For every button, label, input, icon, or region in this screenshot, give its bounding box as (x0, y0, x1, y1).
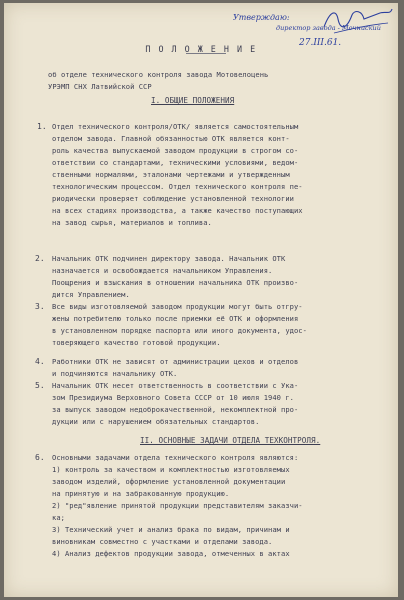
handwritten-signature (322, 5, 394, 39)
document-page (4, 3, 398, 597)
item-line: роль качества выпускаемой заводом продукции в строгом со- (52, 146, 299, 155)
item-line: дится Управлением. (52, 290, 130, 299)
item-line: на всех стадиях производства, а также качество поступающих (52, 206, 303, 215)
approval-date: 27.III.61. (299, 38, 342, 48)
section-heading-1: I. ОБЩИЕ ПОЛОЖЕНИЯ (151, 96, 235, 105)
item-line: дукции или с нарушением обязательных стандартов. (52, 417, 260, 426)
item-number: 2. (35, 254, 45, 263)
subtitle-line-2: УРЭМП СНХ Латвийской ССР (48, 82, 152, 91)
item-line: на завод сырья, материалов и топлива. (52, 218, 212, 227)
item-line: технологическим процессом. Отдел технического контроля пе- (52, 182, 303, 191)
item-line: Основными задачами отдела технического контроля являются: (52, 453, 299, 462)
item-line: Работники ОТК не зависят от администрации цехов и отделов (52, 357, 299, 366)
item-number: 3. (35, 302, 45, 311)
item-line: заводом изделий, оформление установленной документации (52, 477, 286, 486)
item-line: Поощрения и взыскания в отношении начальника ОТК произво- (52, 278, 299, 287)
item-line: товеряющего качество готовой продукции. (52, 338, 221, 347)
document-title: П О Л О Ж Е Н И Е (145, 44, 257, 54)
item-line: Начальник ОТК подчинен директору завода. Начальник ОТК (52, 254, 286, 263)
approval-label: Утверждаю: (233, 13, 290, 22)
item-line: в установленном порядке паспорта или иного документа, удос- (52, 326, 307, 335)
item-line: виновникам совместно с участками и отделами завода. (52, 537, 273, 546)
section-heading-2: II. ОСНОВНЫЕ ЗАДАЧИ ОТДЕЛА ТЕХКОНТРОЛЯ. (140, 436, 321, 445)
item-line: и подчиняются начальнику ОТК. (52, 369, 178, 378)
item-number: 4. (35, 357, 45, 366)
item-line: ответствии со стандартами, техническими условиями, ведом- (52, 158, 299, 167)
item-line: зом Президиума Верховного Совета СССР от 10 июля 1940 г. (52, 393, 294, 402)
item-line: 1) контроль за качеством и комплектностью изготовляемых (52, 465, 290, 474)
subtitle-line-1: об отделе технического контроля завода Мотовелоцень (48, 70, 269, 79)
item-line: ственными нормалями, эталонами чертежами и утвержденным (52, 170, 290, 179)
item-line: назначается и освобождается начальником Управления. (52, 266, 273, 275)
item-line: риодически проверяет соблюдение установленной технологии (52, 194, 294, 203)
item-line: ка; (52, 513, 65, 522)
item-line: Все виды изготовляемой заводом продукции могут быть отгру- (52, 302, 303, 311)
item-line: на принятую и на забракованную продукцию. (52, 489, 230, 498)
item-line: 3) Технический учет и анализ брака по видам, причинам и (52, 525, 290, 534)
item-line: 4) Анализ дефектов продукции завода, отмеченных в актах (52, 549, 290, 558)
item-line: Отдел технического контроля/ОТК/ является самостоятельным (52, 122, 299, 131)
item-line: за выпуск заводом недоброкачественной, некомплектной про- (52, 405, 299, 414)
approval-position: директор завода - Мочниский (276, 24, 381, 32)
item-number: 1. (37, 122, 47, 131)
title-rule (186, 53, 226, 54)
item-line: жены потребителю только после приемки её ОТК и оформления (52, 314, 299, 323)
item-line: Начальник ОТК несет ответственность в соответствии с Ука- (52, 381, 299, 390)
item-line: 2) "ред"явление принятой продукции представителям заказчи- (52, 501, 303, 510)
item-number: 6. (35, 453, 45, 462)
item-line: отделом завода. Главной обязанностью ОТК является конт- (52, 134, 290, 143)
item-number: 5. (35, 381, 45, 390)
